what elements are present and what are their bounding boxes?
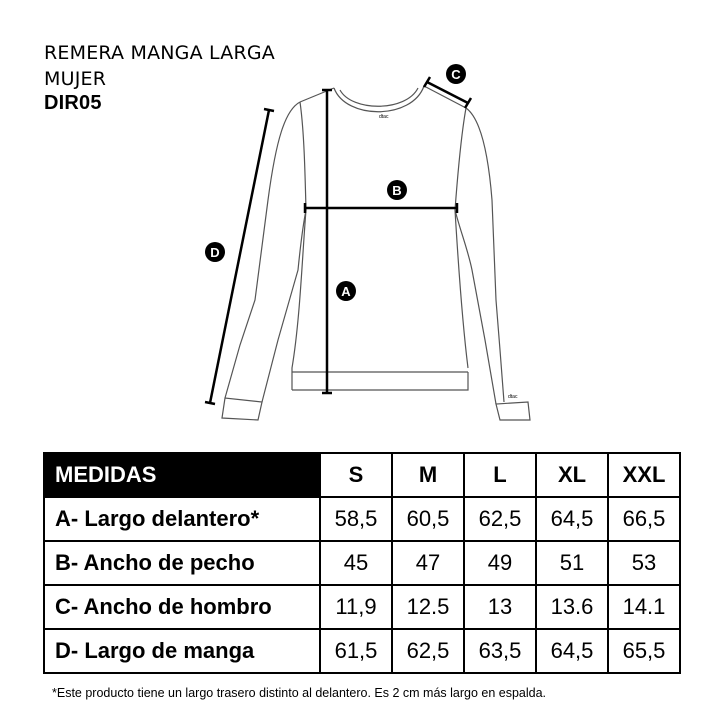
row-label: D- Largo de manga — [44, 629, 320, 673]
label-d: D — [210, 245, 220, 260]
row-label: B- Ancho de pecho — [44, 541, 320, 585]
size-header: XXL — [608, 453, 680, 497]
table-row — [44, 585, 680, 629]
table-cell: 66,5 — [608, 497, 680, 541]
size-table — [43, 452, 681, 674]
cuff-brand-label: dtac — [508, 394, 518, 400]
table-cell: 51 — [536, 541, 608, 585]
label-b: B — [392, 183, 402, 198]
table-cell: 13 — [464, 585, 536, 629]
label-a: A — [341, 284, 351, 299]
table-cell: 47 — [392, 541, 464, 585]
size-header: XL — [536, 453, 608, 497]
table-cell: 13.6 — [536, 585, 608, 629]
table-cell: 49 — [464, 541, 536, 585]
size-table-header — [44, 453, 680, 497]
table-cell: 62,5 — [464, 497, 536, 541]
row-label: C- Ancho de hombro — [44, 585, 320, 629]
table-cell: 64,5 — [536, 629, 608, 673]
table-cell: 60,5 — [392, 497, 464, 541]
measure-c — [424, 64, 471, 108]
table-cell: 61,5 — [320, 629, 392, 673]
table-cell: 11,9 — [320, 585, 392, 629]
table-cell: 62,5 — [392, 629, 464, 673]
measure-a — [322, 90, 356, 393]
table-cell: 65,5 — [608, 629, 680, 673]
table-cell: 53 — [608, 541, 680, 585]
label-c: C — [451, 67, 461, 82]
footnote: *Este producto tiene un largo trasero distinto al delantero. Es 2 cm más largo en espalda. — [52, 686, 547, 700]
table-row — [44, 497, 680, 541]
product-gender: MUJER — [44, 68, 107, 90]
size-header: M — [392, 453, 464, 497]
product-code: DIR05 — [44, 92, 102, 114]
table-cell: 12.5 — [392, 585, 464, 629]
size-header: S — [320, 453, 392, 497]
size-header: L — [464, 453, 536, 497]
table-cell: 45 — [320, 541, 392, 585]
table-cell: 58,5 — [320, 497, 392, 541]
product-title: REMERA MANGA LARGA — [44, 42, 275, 64]
table-header-label: MEDIDAS — [44, 453, 320, 497]
table-cell: 63,5 — [464, 629, 536, 673]
row-label: A- Largo delantero* — [44, 497, 320, 541]
measure-d — [205, 109, 274, 404]
neck-brand-label: dtac — [379, 114, 389, 120]
table-cell: 14.1 — [608, 585, 680, 629]
table-row — [44, 541, 680, 585]
table-row — [44, 629, 680, 673]
shirt-outline — [222, 86, 530, 420]
table-cell: 64,5 — [536, 497, 608, 541]
